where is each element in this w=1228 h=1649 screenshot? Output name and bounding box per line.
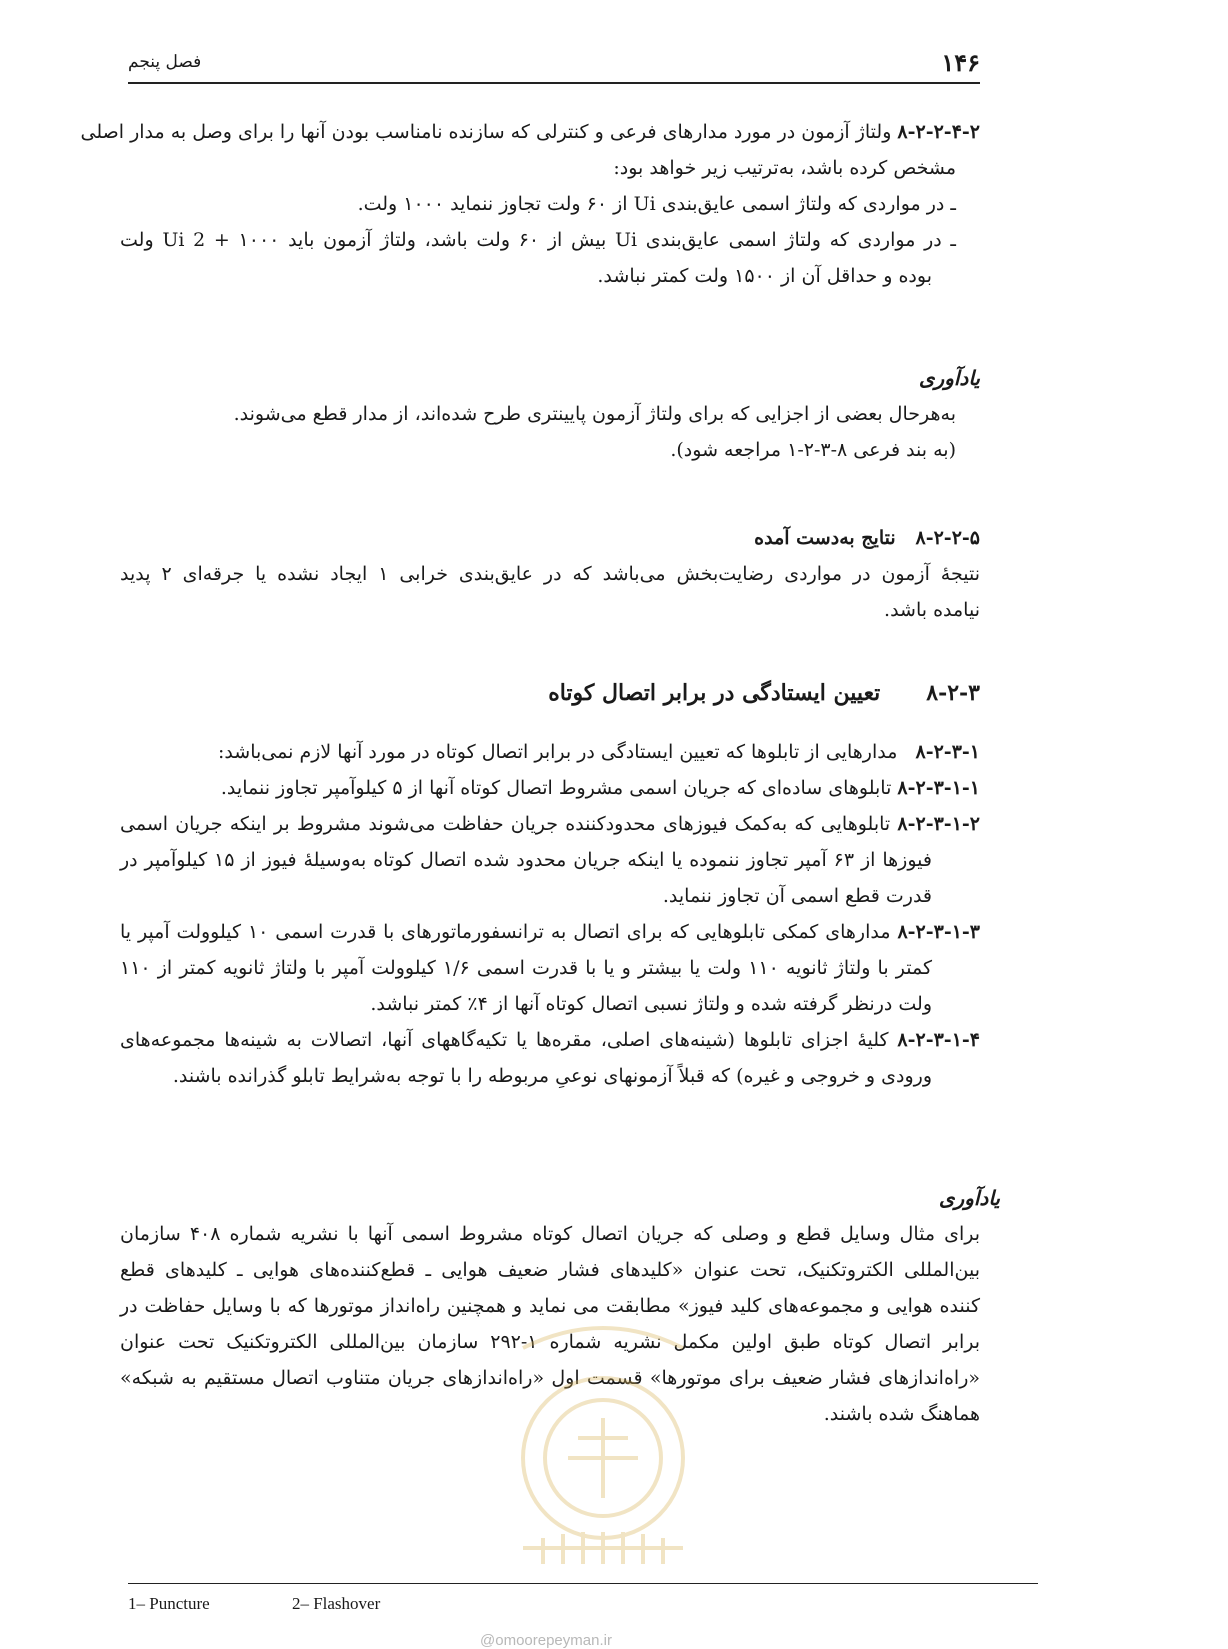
note-1	[120, 360, 980, 468]
chapter-title: فصل پنجم	[128, 52, 202, 72]
footnotes	[128, 1594, 458, 1614]
para-line: مشخص کرده باشد، به‌ترتیب زیر خواهد بود:	[613, 157, 956, 179]
list-item: ۸-۲-۳-۱-۳ مدارهای کمکی تابلوهایی که برای اتصال به ترانسفورماتورهای با قدرت اسمی ۱۰ کیلوولت آمپر یا	[120, 921, 981, 943]
list-item: ۸-۲-۳-۱ مدارهایی از تابلوها که تعیین ایستادگی در برابر اتصال کوتاه در مورد آنها لازم نمی‌باشد:	[217, 741, 980, 763]
page-number: ۱۴۶	[941, 48, 980, 77]
note-line: برابر اتصال کوتاه طبق اولین مکمل نشریه شماره ۱-۲۹۲ سازمان بین‌المللی الکتروتکنیک تحت عنوان	[120, 1331, 980, 1353]
note-line: هماهنگ شده باشند.	[823, 1403, 980, 1425]
section-number: ۸-۲-۳	[926, 680, 980, 706]
note-line: به‌هرحال بعضی از اجزایی که برای ولتاژ آزمون پایینتری طرح شده‌اند، از مدار قطع می‌شوند.	[233, 403, 956, 425]
results-title: نتایج به‌دست آمده	[754, 527, 896, 549]
para-line: ۸-۲-۲-۴-۲ ولتاژ آزمون در مورد مدارهای فرعی و کنترلی که سازنده نامناسب بودن آنها را برای وصل به مدار اصلی	[80, 121, 980, 143]
para-line: ـ در مواردی که ولتاژ اسمی عایق‌بندی Ui از ۶۰ ولت تجاوز ننماید ۱۰۰۰ ولت.	[357, 193, 956, 215]
note-line: «راه‌اندازهای فشار ضعیف برای موتورها» قسمت اول «راه‌اندازهای جریان متناوب اتصال مستقیم به شبکه»	[120, 1367, 980, 1389]
list-item: ۸-۲-۳-۱-۲ تابلوهایی که به‌کمک فیوزهای محدودکننده جریان حفاظت می‌شوند مشروط بر اینکه جریان اسمی	[120, 813, 980, 835]
list-item-cont: قدرت قطع اسمی آن تجاوز ننماید.	[662, 885, 932, 907]
watermark-stamp-icon	[483, 1308, 723, 1564]
clause-number: ۸-۲-۲-۴-۲	[897, 121, 980, 143]
footnote-1: 1– Puncture	[128, 1594, 210, 1613]
items-list	[120, 734, 980, 1094]
list-item: ۸-۲-۳-۱-۱ تابلوهای ساده‌ای که جریان اسمی مشروط اتصال کوتاه آنها از ۵ کیلوآمپر تجاوز ننماید.	[220, 777, 980, 799]
note-title: یادآوری	[918, 366, 980, 390]
para-line: ـ در مواردی که ولتاژ اسمی عایق‌بندی Ui بیش از ۶۰ ولت باشد، ولتاژ آزمون باید ۱۰۰۰ + 2 Ui ولت	[120, 229, 956, 251]
list-item-cont: ورودی و خروجی و غیره) که قبلاً آزمونهای نوعیِ مربوطه را با توجه به‌شرایط تابلو گذرانده باشند.	[172, 1065, 932, 1087]
note-title: یادآوری	[938, 1186, 1000, 1210]
footnote-2: 2– Flashover	[291, 1594, 381, 1613]
results-heading	[120, 520, 980, 556]
section-heading	[548, 680, 980, 706]
list-item-cont: ولت درنظر گرفته شده و ولتاژ نسبی اتصال کوتاه آنها از ۴٪ کمتر نباشد.	[370, 993, 932, 1015]
list-item: ۸-۲-۳-۱-۴ کلیهٔ اجزای تابلوها (شینه‌های اصلی، مقره‌ها یا تکیه‌گاههای آنها، اتصالات به شینه‌ها مجموعه‌های	[120, 1029, 980, 1051]
results-section	[120, 520, 980, 628]
footnote-rule	[128, 1583, 1038, 1584]
header-rule	[128, 82, 980, 84]
list-item-cont: فیوزها از ۶۳ آمپر تجاوز ننموده یا اینکه جریان محدود شده اتصال کوتاه به‌وسیلهٔ فیوز از ۱۵ کیلوآمپر در	[120, 849, 932, 871]
note-line: برای مثال وسایل قطع و وصلی که جریان اتصال کوتاه مشروط اسمی آنها با نشریه شماره ۴۰۸ سازمان	[120, 1223, 980, 1245]
note-line: کننده هوایی و مجموعه‌های کلید فیوز» مطابقت می نماید و همچنین راه‌انداز موتورها که با وسایل حفاظت در	[120, 1295, 980, 1317]
results-line: نیامده باشد.	[884, 599, 980, 621]
para-line: بوده و حداقل آن از ۱۵۰۰ ولت کمتر نباشد.	[597, 265, 932, 287]
watermark-site: @omoorepeyman.ir	[480, 1632, 612, 1649]
clause-number: ۸-۲-۲-۵	[915, 527, 980, 549]
note-line: بین‌المللی الکتروتکنیک، تحت عنوان «کلیدهای فشار ضعیف هوایی ـ قطع‌کننده‌های هوایی ـ کلیدهای قطع	[120, 1259, 980, 1281]
para-test-voltage	[80, 114, 980, 294]
note-line: (به بند فرعی ۸-۳-۲-۱ مراجعه شود).	[670, 439, 956, 461]
section-title: تعیین ایستادگی در برابر اتصال کوتاه	[548, 680, 881, 706]
results-line: نتیجهٔ آزمون در مواردی رضایت‌بخش می‌باشد که در عایق‌بندی خرابی ۱ ایجاد نشده یا جرقه‌ای ۲ پدید	[120, 563, 980, 585]
list-item-cont: کمتر با ولتاژ ثانویه ۱۱۰ ولت یا بیشتر و یا با قدرت اسمی ۱/۶ کیلوولت آمپر با ولتاژ ثانویه کمتر از ۱۱۰	[120, 957, 932, 979]
